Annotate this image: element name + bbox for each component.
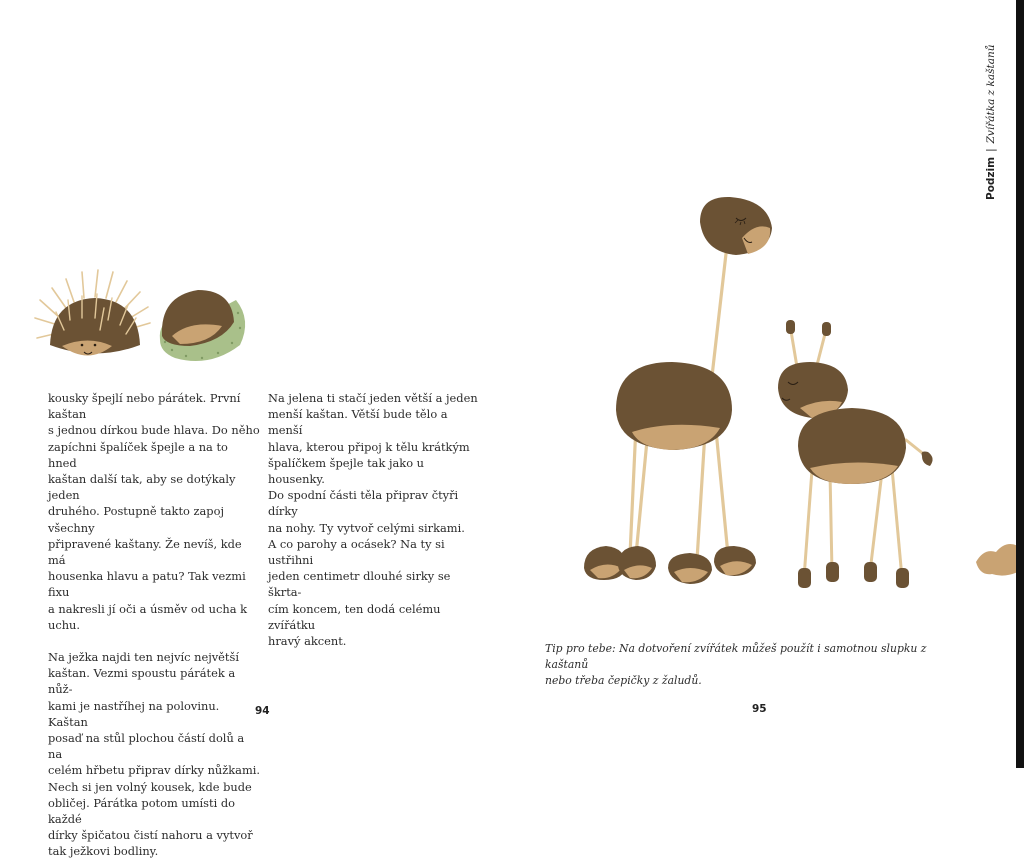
hedgehog-illustration: [35, 270, 150, 356]
scan-edge: [1016, 0, 1024, 768]
running-head: [985, 44, 997, 200]
page-number-right: 95: [752, 703, 767, 715]
giraffe-illustration: [584, 197, 772, 584]
left-column-1: [48, 390, 260, 860]
running-head-separator: |: [985, 148, 997, 152]
running-head-chapter: Zvířátka z kaštanů: [985, 44, 997, 144]
paragraph-caterpillar: kousky špejlí nebo párátek. První kaštan s jednou dírkou bude hlava. Do něho zapíchni špalíček špejle a na to hned kaštan další tak, aby se dotýkaly jeden druhého. Postupně takto zapoj všechny připravené kaštany. Že nevíš, kde má housenka hlavu a patu? Tak vezmi fixu a nakresli jí oči a úsměv od ucha k uchu.: [48, 391, 260, 632]
paragraph-hedgehog: Na ježka najdi ten nejvíc největší kaštan. Vezmi spoustu párátek a nůž- kami je nastříhej na polovinu. Kaštan posaď na stůl plochou částí dolů a na celém hřbetu připrav dírky nůžkami. Nech si jen volný kousek, kde bude obličej. Párátka potom umísti do každé dírky špičatou čistí nahoru a vytvoř tak ježkovi bodliny.: [48, 650, 261, 859]
chestnut-husk-illustration: [160, 290, 245, 361]
chestnut-shell-fragment: [976, 544, 1018, 576]
tip-caption: Tip pro tebe: Na dotvoření zvířátek můžeš použít i samotnou slupku z kaštanů nebo třeba čepičky z žaludů.: [545, 642, 927, 687]
running-head-section: Podzim: [985, 156, 997, 200]
page-number-left: 94: [255, 705, 270, 717]
paragraph-deer: Na jelena ti stačí jeden větší a jeden menší kaštan. Větší bude tělo a menší hlava, kterou připoj k tělu krátkým špalíčkem špejle tak jako u housenky. Do spodní části těla připrav čtyři dírky na nohy. Ty vytvoř celými sirkami. A co parohy a ocásek? Na ty si ustřihni jeden centimetr dlouhé sirky se škrta- cím koncem, ten dodá celému zvířátku hravý akcent.: [268, 391, 478, 649]
deer-illustration: [778, 320, 933, 588]
left-column-2: [268, 390, 478, 649]
